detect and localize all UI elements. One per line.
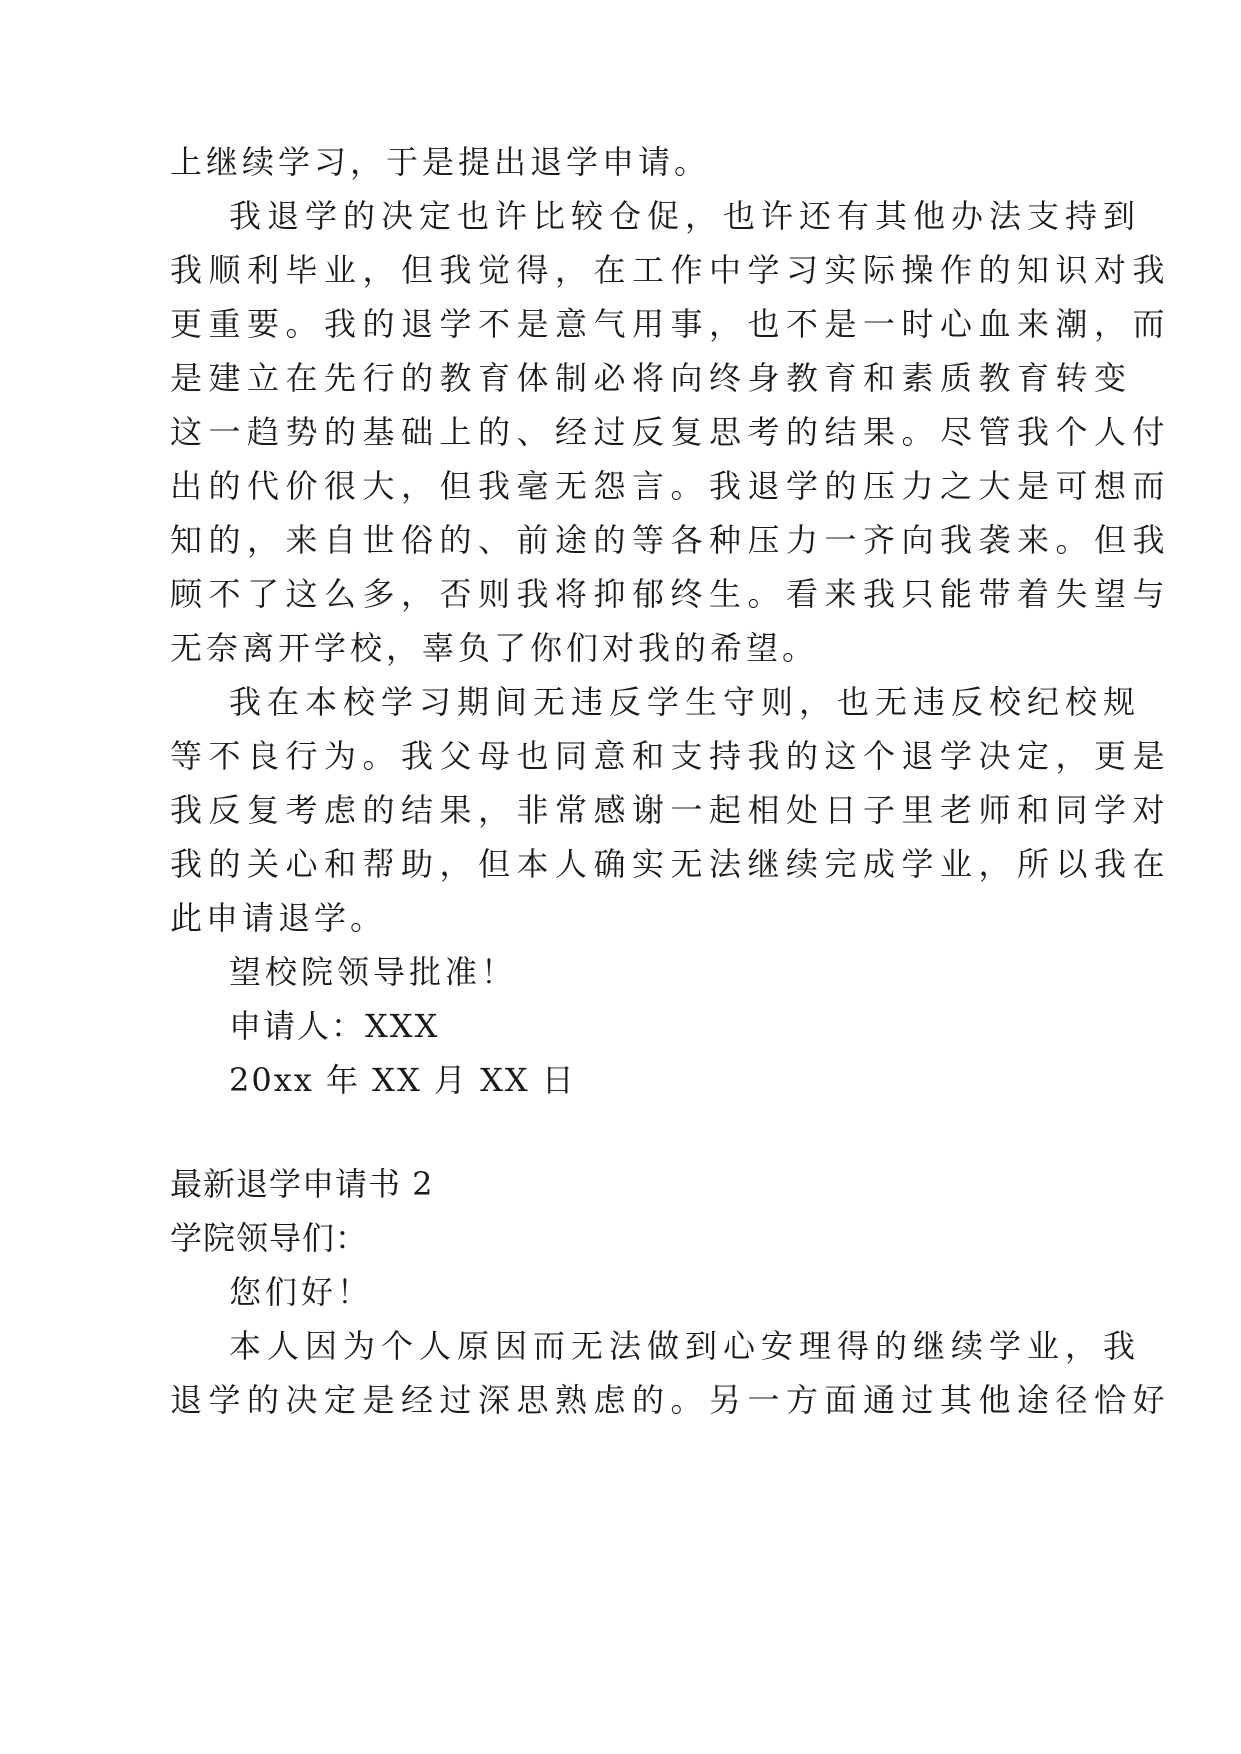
- paragraph-line: 顾不了这么多，否则我将抑郁终生。看来我只能带着失望与: [170, 575, 1172, 613]
- paragraph-line: 此申请退学。: [170, 899, 387, 937]
- section-title: 最新退学申请书 2: [170, 1165, 434, 1203]
- paragraph-line: 本人因为个人原因而无法做到心安理得的继续学业，我: [229, 1327, 1142, 1365]
- greeting: 您们好！: [229, 1273, 374, 1311]
- paragraph-line: 知的，来自世俗的、前途的等各种压力一齐向我袭来。但我: [170, 521, 1172, 559]
- paragraph-line: 无奈离开学校，辜负了你们对我的希望。: [170, 629, 819, 667]
- paragraph-line: 我退学的决定也许比较仓促，也许还有其他办法支持到: [229, 197, 1142, 235]
- paragraph-line: 我在本校学习期间无违反学生守则，也无违反校纪校规: [229, 683, 1142, 721]
- salutation: 学院领导们：: [170, 1219, 369, 1257]
- paragraph-line: 出的代价很大，但我毫无怨言。我退学的压力之大是可想而: [170, 467, 1172, 505]
- paragraph-line: 是建立在先行的教育体制必将向终身教育和素质教育转变: [170, 359, 1133, 397]
- closing-line: 望校院领导批准！: [229, 953, 518, 991]
- paragraph-line: 退学的决定是经过深思熟虑的。另一方面通过其他途径恰好: [170, 1381, 1172, 1419]
- paragraph-line: 我顺利毕业，但我觉得，在工作中学习实际操作的知识对我: [170, 251, 1172, 289]
- paragraph-line: 更重要。我的退学不是意气用事，也不是一时心血来潮，而: [170, 305, 1172, 343]
- paragraph-line: 上继续学习，于是提出退学申请。: [170, 143, 711, 181]
- paragraph-line: 等不良行为。我父母也同意和支持我的这个退学决定，更是: [170, 737, 1172, 775]
- paragraph-line: 这一趋势的基础上的、经过反复思考的结果。尽管我个人付: [170, 413, 1172, 451]
- applicant-line: 申请人：XXX: [229, 1007, 440, 1045]
- date-line: 20xx 年 XX 月 XX 日: [229, 1061, 576, 1099]
- paragraph-line: 我反复考虑的结果，非常感谢一起相处日子里老师和同学对: [170, 791, 1172, 829]
- paragraph-line: 我的关心和帮助，但本人确实无法继续完成学业，所以我在: [170, 845, 1172, 883]
